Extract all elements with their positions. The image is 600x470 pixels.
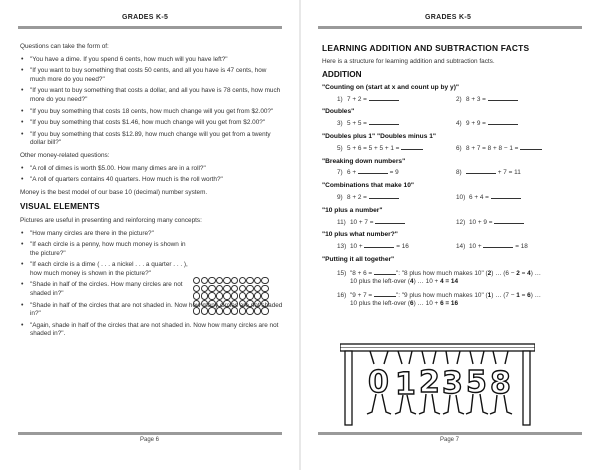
circle [246,285,253,292]
circle [208,285,215,292]
circle [223,277,230,284]
circle [246,277,253,284]
doubles-plus-label: "Doubles plus 1" "Doubles minus 1" [322,132,436,140]
circle [239,307,246,314]
circle [246,300,253,307]
question-item: • "If you want to buy something that costs a dollar, and all you have is 78 cents, how much more do you need?" [20,87,282,104]
problem-row: 3) 5 + 5 = 4) 9 + 9 = [322,117,580,130]
digit-8: 8 [490,366,511,401]
circle [216,307,223,314]
right-header-rule [318,26,582,29]
circle [216,292,223,299]
ten-plus-label: "10 plus a number" [322,206,383,214]
problem-9: 8 + 2 = [347,193,367,201]
circle [261,307,268,314]
circle-grid [193,277,269,315]
left-header-rule [18,26,282,29]
questions-intro: Questions can take the form of: [20,43,109,50]
circle [208,300,215,307]
other-question-item: • "A roll of dimes is worth $5.00. How many dimes are in a roll?" [20,165,282,174]
breaking-label: "Breaking down numbers" [322,157,406,165]
problem-11: 10 + 7 = [350,218,374,226]
problem-13: 10 + [350,243,363,251]
circle [223,307,230,314]
question-item: • "If you buy something that costs $12.89, how much change will you get from a twenty dollar bill?" [20,131,282,148]
problem-6: 8 + 7 = 8 + 8 − 1 = [466,144,519,152]
circle [223,300,230,307]
answer-blank[interactable] [369,94,399,101]
circle [216,285,223,292]
answer-blank[interactable] [466,167,496,174]
answer-blank[interactable] [488,118,518,125]
visual-item: • "Again, shade in half of the circles that are not shaded in. Now how many circles are not shaded in?". [20,322,285,339]
circle [208,307,215,314]
answer-blank[interactable] [520,143,542,150]
circle [261,277,268,284]
digit-5: 5 [466,365,487,400]
digit-0: 0 [368,365,389,400]
circle [231,307,238,314]
answer-blank[interactable] [364,241,394,248]
circle [193,292,200,299]
visual-item: • "If each circle is a dime ( . . . a nickel . . . a quarter . . . ), how much money is shown in the picture?" [20,261,190,278]
question-item: • "If you want to buy something that costs 50 cents, and all you have is 47 cents, how much more do you need?" [20,67,282,84]
answer-blank[interactable] [369,118,399,125]
visual-item: • "If each circle is a penny, how much money is shown in the picture?" [20,241,190,258]
left-footer-rule [18,432,282,435]
circle [193,307,200,314]
circle [231,277,238,284]
circle [201,277,208,284]
answer-blank[interactable] [358,167,388,174]
left-page-number: Page 6 [140,437,160,443]
circle [201,307,208,314]
money-note: Money is the best model of our base 10 (decimal) number system. [20,188,208,196]
example-15: 15) "8 + 6 = ": "8 plus how much makes 10" (2) … (6 − 2 = 4) … 10 plus the left-over (4) … 10 + 4 = 14 [337,269,541,286]
circle [231,292,238,299]
facts-intro: Here is a structure for learning addition and subtraction facts. [322,57,495,65]
problem-3: 5 + 5 = [347,120,367,128]
facts-title: LEARNING ADDITION AND SUBTRACTION FACTS [322,43,530,53]
answer-blank[interactable] [483,241,513,248]
answer-blank[interactable] [494,217,524,224]
addition-heading: ADDITION [322,70,362,80]
circle [254,292,261,299]
other-intro: Other money-related questions: [20,151,110,159]
digit-1: 1 [395,367,416,402]
visual-item: • "Shade in half of the circles. How many circles are not shaded in?" [20,281,190,298]
question-item: • "If you buy something that costs $1.46, how much change will you get from $2.00?" [20,119,282,128]
answer-blank[interactable] [401,143,423,150]
circle [254,300,261,307]
circle [261,300,268,307]
problem-8: + 7 = 11 [497,169,521,177]
problem-14-result: = 18 [515,243,528,251]
putting-together-block [322,268,580,309]
example-16: 16) "9 + 7 = ": "9 plus how much makes 10" (1) … (7 − 1 = 6) … 10 plus the left-over (6) … 10 + 6 = 16 [337,291,541,308]
problem-row: 5) 5 + 6 = 5 + 5 + 1 = 6) 8 + 7 = 8 + 8 − 1 = [322,142,580,155]
circle [193,300,200,307]
circle [246,307,253,314]
circle [239,277,246,284]
circle [231,300,238,307]
answer-blank[interactable] [491,192,521,199]
circle [201,300,208,307]
visual-item: • "How many circles are there in the picture?" [20,230,190,239]
ten-plus-what-label: "10 plus what number?" [322,231,398,239]
problem-5: 5 + 6 = 5 + 5 + 1 = [347,144,400,152]
visual-elements-heading: VISUAL ELEMENTS [20,202,100,212]
together-label: "Putting it all together" [322,255,395,263]
other-questions-list [20,165,282,185]
problem-row: 7) 6 + = 9 8) + 7 = 11 [337,169,521,177]
questions-list [20,56,282,148]
circle [223,292,230,299]
circle [239,300,246,307]
left-header: GRADES K-5 [122,14,169,21]
combinations-label: "Combinations that make 10" [322,182,414,190]
answer-blank[interactable] [374,268,396,275]
answer-blank[interactable] [375,217,405,224]
circle [216,277,223,284]
visual-intro: Pictures are useful in presenting and reinforcing many concepts: [20,216,202,224]
circle [261,285,268,292]
answer-blank[interactable] [369,192,399,199]
post-left [345,351,352,425]
problem-7: 6 + [347,169,357,177]
counting-on-label: "Counting on (start at x and count up by y)" [322,83,460,91]
problem-13-result: = 16 [396,243,409,251]
circle [201,292,208,299]
circle [246,292,253,299]
circle [239,292,246,299]
circle [254,307,261,314]
circle [254,285,261,292]
problem-1: 7 + 2 = [347,95,367,103]
circle [208,277,215,284]
problem-row: 11) 10 + 7 = 12) 10 + 9 = [322,215,580,228]
other-question-item: • "A roll of quarters contains 40 quarters. How much is the roll worth?" [20,176,282,185]
problem-4: 9 + 9 = [466,120,486,128]
hanging-numbers-illustration [340,342,535,427]
right-page-number: Page 7 [440,437,460,443]
problem-10: 6 + 4 = [469,193,489,201]
right-header: GRADES K-5 [425,14,472,21]
answer-blank[interactable] [374,290,396,297]
problem-row: 1) 7 + 2 = 2) 8 + 3 = [322,92,580,105]
circle [231,285,238,292]
right-body [322,44,580,312]
post-right [523,351,530,425]
circle [193,277,200,284]
right-footer-rule [318,432,582,435]
problem-2: 8 + 3 = [466,95,486,103]
problem-12: 10 + 9 = [469,218,493,226]
circle [208,292,215,299]
circle [254,277,261,284]
doubles-label: "Doubles" [322,108,355,116]
answer-blank[interactable] [488,94,518,101]
circle [239,285,246,292]
visual-item: • "Shade in half of the circles that are not shaded in. Now how many circles are not shaded in?" [20,302,285,319]
circle [201,285,208,292]
problem-7-result: = 9 [389,169,399,177]
circle [216,300,223,307]
problem-row: 13) 10 + = 16 14) 10 + = 18 [337,243,528,251]
digit-2: 2 [419,365,440,400]
problem-14: 10 + [469,243,482,251]
problem-row: 9) 8 + 2 = 10) 6 + 4 = [322,191,580,204]
question-item: • "If you buy something that costs 18 cents, how much change will you get from $2.00?" [20,108,282,117]
circle [261,292,268,299]
question-item: • "You have a dime. If you spend 6 cents, how much will you have left?" [20,56,282,65]
digit-3: 3 [442,366,463,401]
circle [193,285,200,292]
circle [223,285,230,292]
